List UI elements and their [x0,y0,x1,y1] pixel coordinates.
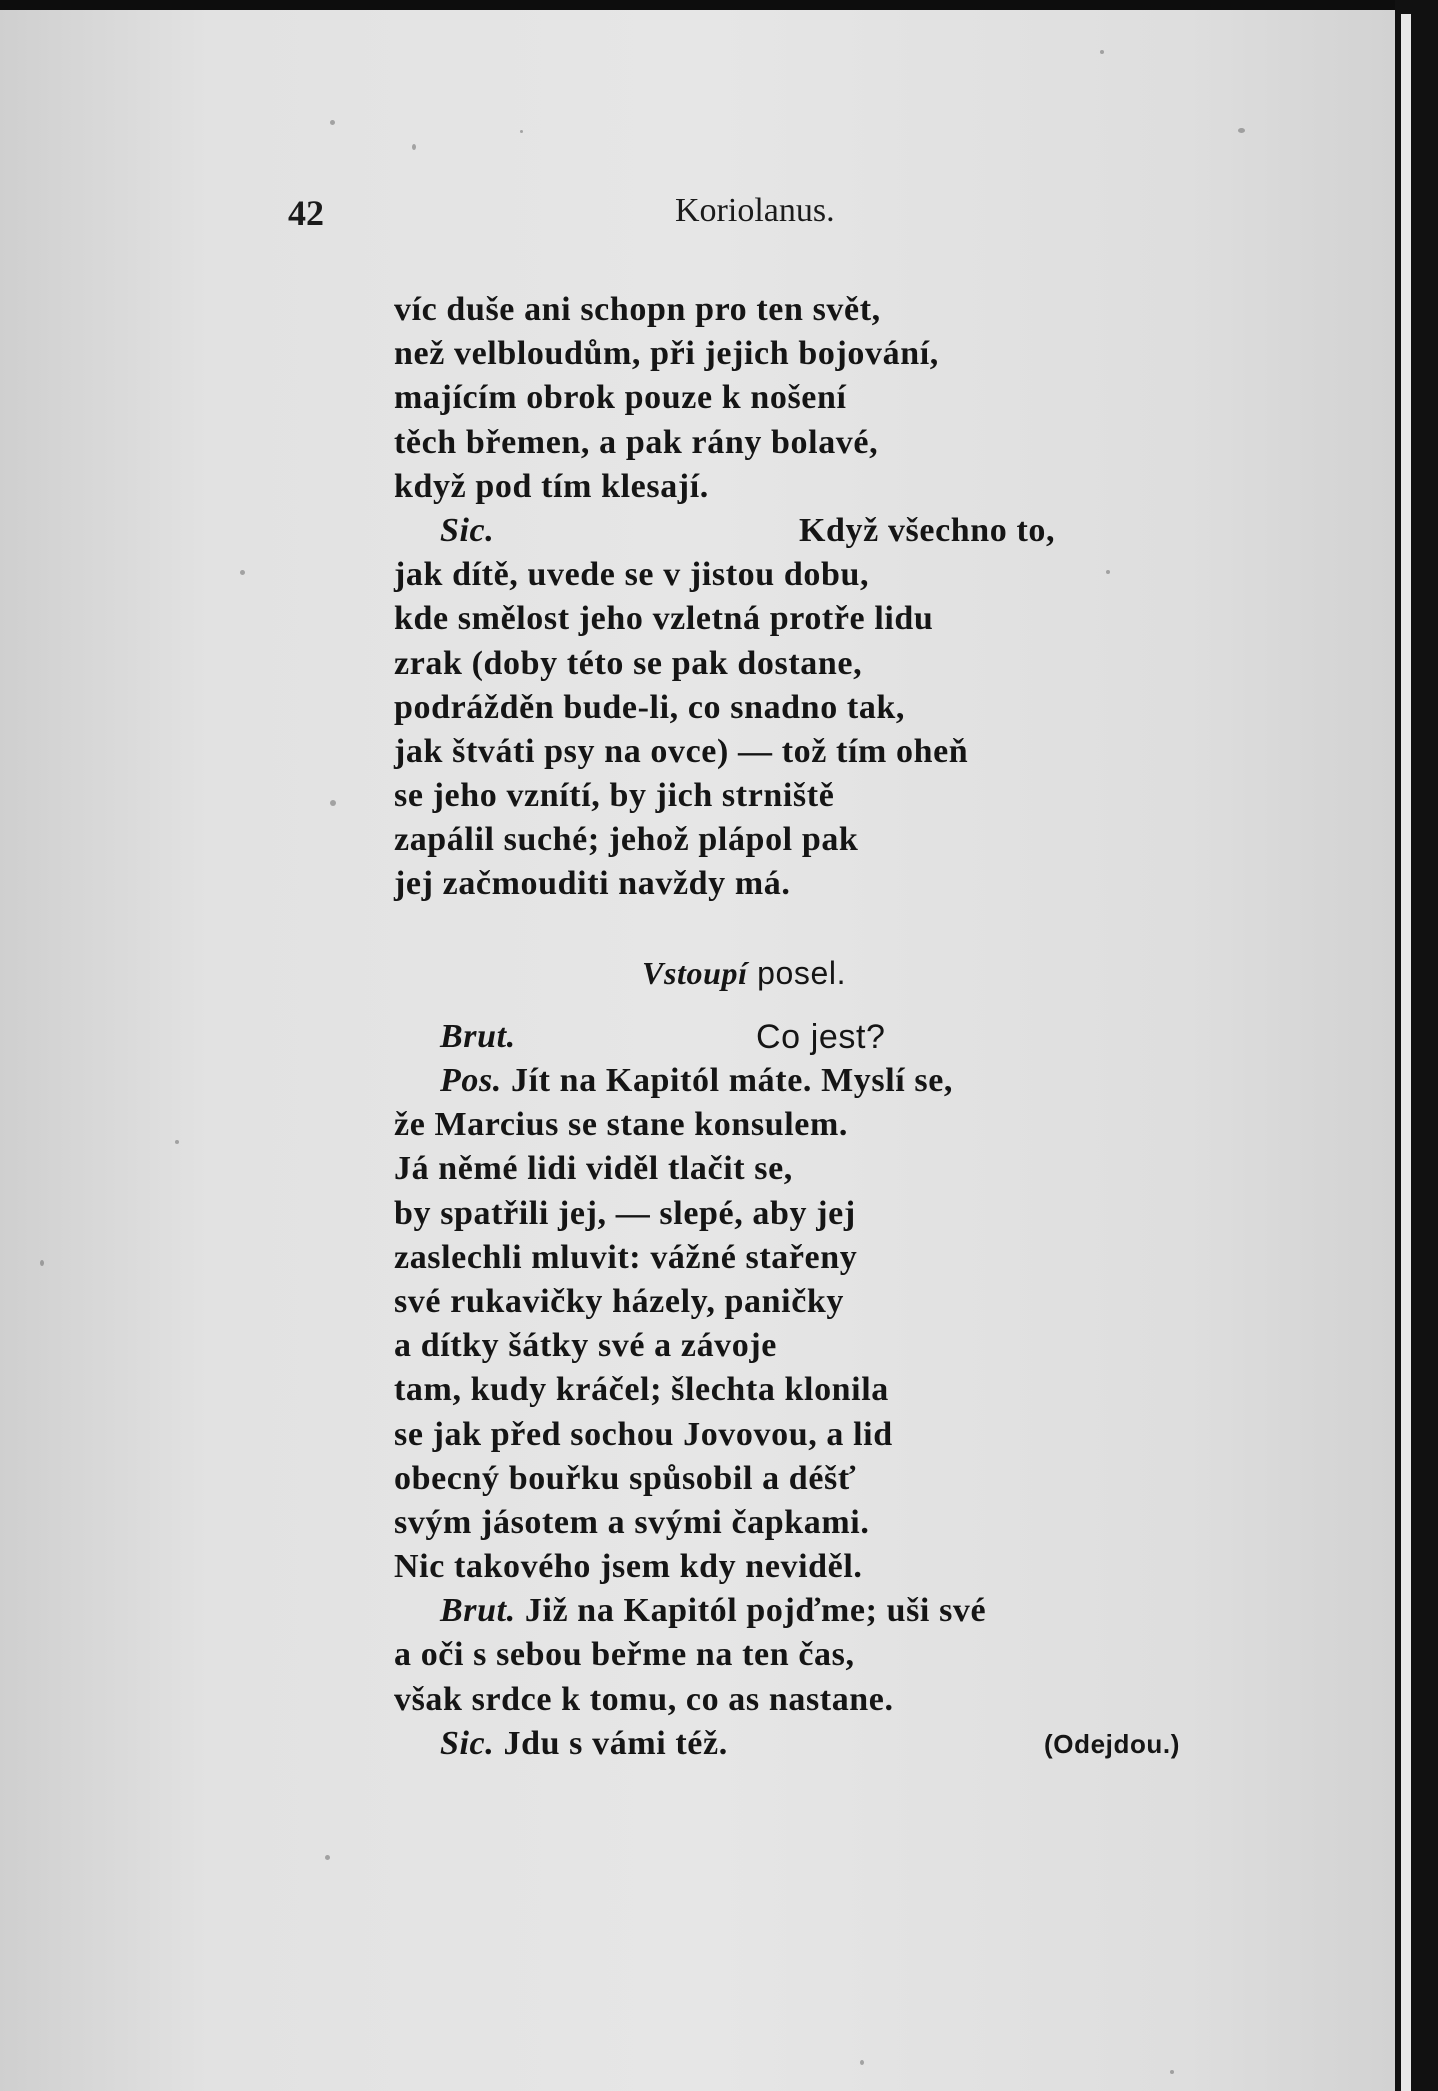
verse-line: zapálil suché; jehož plápol pak [394,821,859,859]
verse-line: že Marcius se stane konsulem. [394,1106,849,1144]
speaker-name: Brut. [440,1592,516,1630]
verse-line: svým jásotem a svými čapkami. [394,1503,870,1541]
speaker-name: Pos. [440,1062,502,1099]
verse-line: zrak (doby této se pak dostane, [394,644,863,682]
verse-line: Já němé lidi viděl tlačit se, [394,1150,793,1188]
scan-speck [1238,128,1245,133]
verse-line: obecný bouřku spůsobil a déšť [394,1459,857,1497]
verse-line: jej začmouditi navždy má. [394,865,791,903]
scan-speck [330,800,336,806]
verse-line: a oči s sebou beřme na ten čas, [394,1636,855,1674]
verse-line: majícím obrok pouze k nošení [394,379,847,417]
speaker-name: Sic. [440,1724,495,1762]
speech-line-sicinius [394,1722,1180,1766]
scan-speck [240,570,245,575]
scan-speck [1100,50,1104,54]
verse-line: jak štváti psy na ovce) — tož tím oheň [394,732,969,770]
scan-speck [40,1260,44,1266]
stage-exit: (Odejdou.) [1044,1728,1180,1759]
speech-line-sicinius [394,509,1154,553]
verse-line: jak dítě, uvede se v jistou dobu, [394,556,870,594]
scan-speck [520,130,523,133]
stage-direction [394,951,1154,995]
page-edge-strip [1401,14,1411,2091]
book-page [0,10,1395,2091]
spacer [394,907,1154,951]
scan-speck [412,144,416,150]
verse-line: než velbloudům, při jejich bojování, [394,335,939,373]
play-text [394,288,1180,1766]
verse-line: své rukavičky házely, paničky [394,1282,845,1320]
scan-right-edge [1395,0,1438,2091]
speaker-name: Sic. [440,511,495,549]
verse-line: však srdce k tomu, co as nastane. [394,1680,894,1718]
verse-line: kde smělost jeho vzletná protře lidu [394,600,934,638]
scan-top-edge [0,0,1438,10]
scan-speck [325,1855,330,1860]
verse-text: Když všechno to, [799,511,1056,549]
verse-line: tam, kudy kráčel; šlechta klonila [394,1371,889,1409]
stage-who: posel. [757,954,847,991]
verse-line: zaslechli mluvit: vážné stařeny [394,1238,858,1276]
spacer [394,995,1154,1015]
scan-speck [175,1140,179,1144]
verse-line: podrážděn bude-li, co snadno tak, [394,688,906,726]
verse-text: Již na Kapitól pojďme; uši své [524,1592,987,1630]
verse-line: a dítky šátky své a závoje [394,1327,777,1365]
speaker-name: Brut. [440,1017,516,1055]
scan-speck [1106,570,1110,574]
verse-text: Jdu s vámi též. [503,1724,728,1762]
verse-line: Nic takového jsem kdy neviděl. [394,1548,863,1586]
verse-line: těch břemen, a pak rány bolavé, [394,423,879,461]
running-title: Koriolanus. [675,192,835,229]
verse-line: když pod tím klesají. [394,467,709,505]
stage-verb: Vstoupí [642,954,748,991]
page-number: 42 [288,193,324,233]
verse-text: Co jest? [756,1017,886,1056]
verse-text: Jít na Kapitól máte. Myslí se, [511,1062,954,1099]
scan-speck [860,2060,864,2065]
speech-line-brutus [394,1589,1154,1633]
page-header [0,192,1395,242]
verse-line: se jak před sochou Jovovou, a lid [394,1415,893,1453]
scan-speck [1170,2070,1174,2074]
speech-line-posel [394,1059,1154,1103]
verse-line: víc duše ani schopn pro ten svět, [394,291,881,328]
verse-line: by spatřili jej, — slepé, aby jej [394,1194,856,1232]
speech-line-brutus [394,1015,1154,1059]
verse-line: se jeho vznítí, by jich strniště [394,777,835,815]
scan-speck [330,120,335,125]
